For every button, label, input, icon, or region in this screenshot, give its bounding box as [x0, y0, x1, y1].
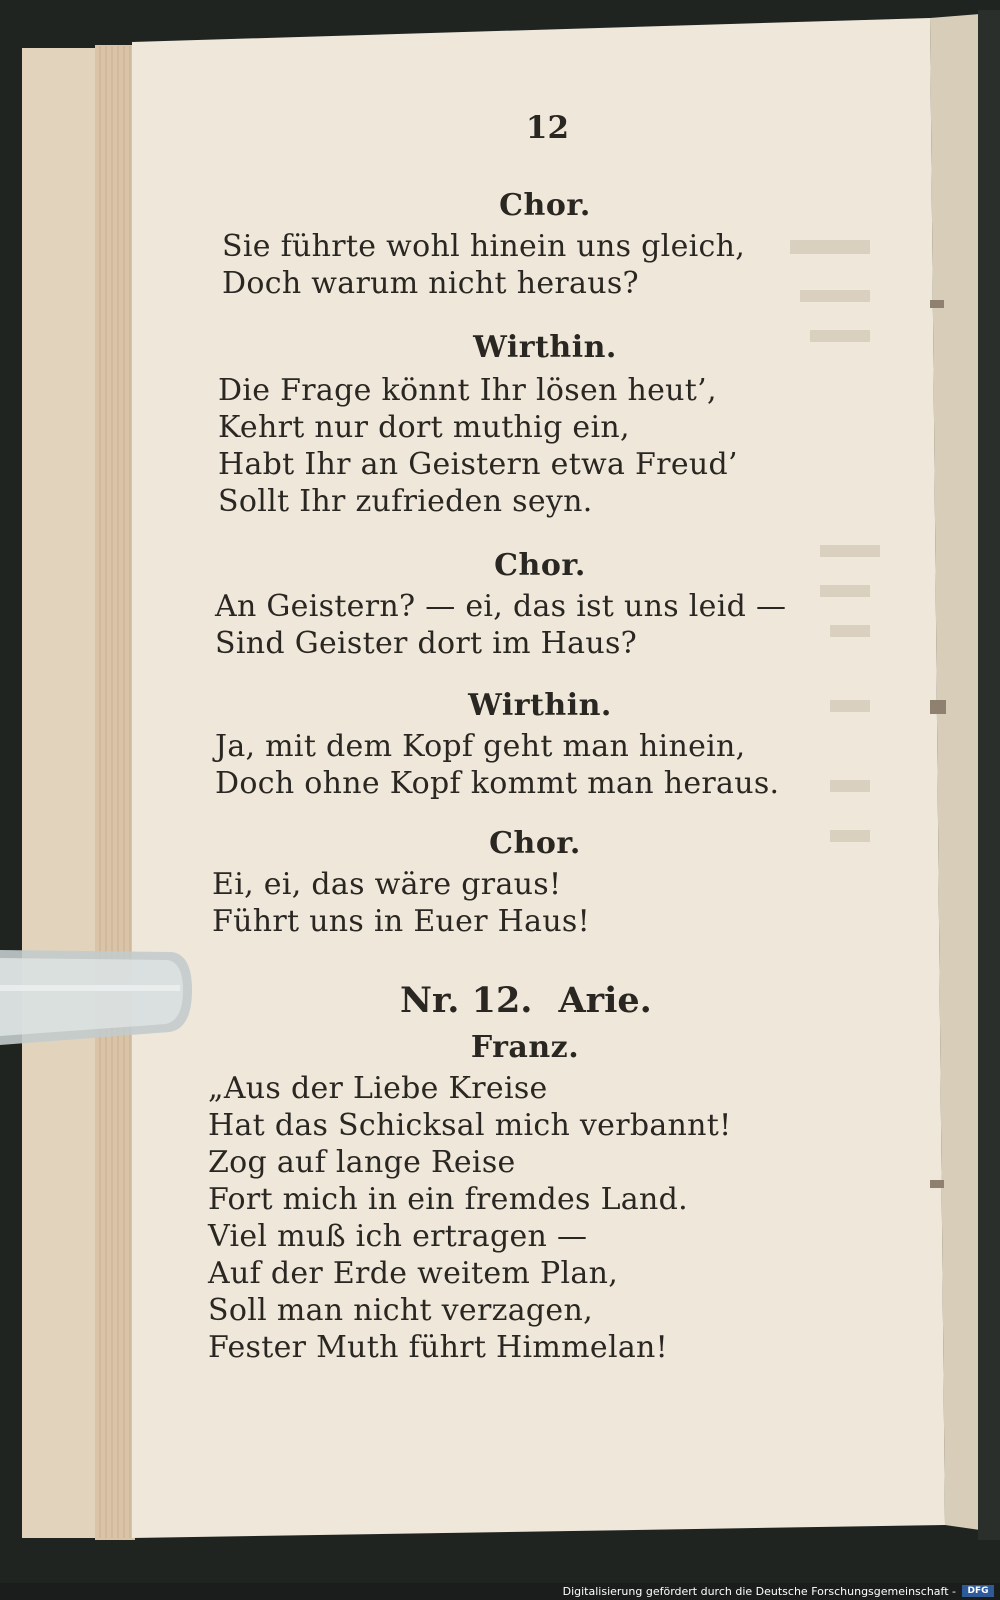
aria-verse-block — [208, 1070, 732, 1366]
verse-line: Hat das Schicksal mich verbannt! — [208, 1108, 732, 1143]
verse-line: Soll man nicht verzagen, — [208, 1293, 593, 1328]
speaker-heading: Wirthin. — [468, 688, 612, 723]
verse-line: Ei, ei, das wäre graus! — [212, 867, 562, 902]
verse-line: Sind Geister dort im Haus? — [215, 626, 638, 661]
verse-line: Fester Muth führt Himmelan! — [208, 1330, 669, 1365]
speaker-heading: Chor. — [494, 548, 586, 583]
speaker-heading: Franz. — [470, 1030, 580, 1065]
verse-line: „Aus der Liebe Kreise — [208, 1071, 548, 1106]
verse-line: Die Frage könnt Ihr lösen heut’, — [218, 373, 717, 408]
number-label: Nr. 12. — [400, 980, 533, 1021]
verse-line: Zog auf lange Reise — [208, 1145, 516, 1180]
number-title: Arie. — [558, 980, 652, 1021]
verse-block — [212, 866, 590, 940]
dfg-logo-badge: DFG — [962, 1585, 994, 1597]
speaker-heading: Chor. — [489, 826, 581, 861]
verse-line: Fort mich in ein fremdes Land. — [208, 1182, 688, 1217]
verse-line: An Geistern? — ei, das ist uns leid — — [215, 589, 787, 624]
page-number: 12 — [525, 110, 570, 146]
verse-block — [218, 372, 738, 520]
verse-line: Viel muß ich ertragen — — [208, 1219, 588, 1254]
verse-line: Ja, mit dem Kopf geht man hinein, — [215, 729, 746, 764]
number-heading — [400, 980, 680, 1021]
verse-line: Doch warum nicht heraus? — [222, 266, 639, 301]
digitization-credit: Digitalisierung gefördert durch die Deutsche Forschungsgemeinschaft - — [562, 1585, 956, 1598]
verse-block — [215, 728, 779, 802]
verse-line: Doch ohne Kopf kommt man heraus. — [215, 766, 780, 801]
verse-line: Auf der Erde weitem Plan, — [208, 1256, 619, 1291]
verse-line: Kehrt nur dort muthig ein, — [218, 410, 630, 445]
speaker-heading: Wirthin. — [473, 330, 617, 365]
speaker-heading: Chor. — [499, 188, 591, 223]
verse-block — [222, 228, 745, 302]
verse-block — [215, 588, 786, 662]
verse-line: Führt uns in Euer Haus! — [212, 904, 590, 939]
verse-line: Sollt Ihr zufrieden seyn. — [218, 484, 593, 519]
verse-line: Sie führte wohl hinein uns gleich, — [222, 229, 746, 264]
verse-line: Habt Ihr an Geistern etwa Freud’ — [218, 447, 738, 482]
